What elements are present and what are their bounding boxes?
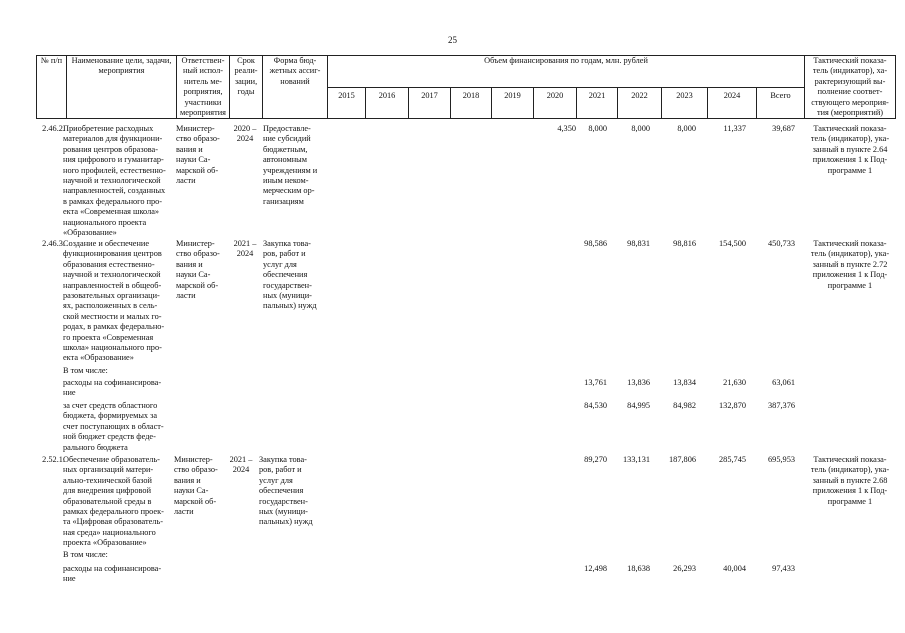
year-label: 2019 bbox=[504, 91, 521, 100]
header-year-2022 bbox=[617, 87, 662, 119]
value-total: 387,376 bbox=[768, 401, 795, 410]
value-2021: 98,586 bbox=[584, 239, 607, 248]
year-label: 2023 bbox=[676, 91, 693, 100]
value-total: 63,061 bbox=[772, 378, 795, 387]
header-year-2015 bbox=[327, 87, 366, 119]
row-number: 2.52.1. bbox=[42, 455, 65, 464]
row-form: Закупка това- ров, работ и услуг для обеспечения государствен- ных (муници- пальных) нужд bbox=[259, 455, 313, 527]
header-year-2016 bbox=[365, 87, 409, 119]
value-2022: 8,000 bbox=[631, 124, 650, 133]
header-year-2023 bbox=[661, 87, 708, 119]
year-label: 2017 bbox=[421, 91, 438, 100]
row-indicator: Тактический показа- тель (индикатор), ука- занный в пункте 2.72 приложения 1 к Под- программе 1 bbox=[810, 239, 890, 290]
row-number: 2.46.2. bbox=[42, 124, 65, 133]
subrow-label: за счет средств областного бюджета, формируемых за счет поступающих в област- ной бюджет средств феде- рального бюджета bbox=[63, 401, 164, 452]
header-total bbox=[756, 87, 805, 119]
year-label: 2022 bbox=[631, 91, 648, 100]
row-name: Обеспечение образователь- ных организаций матери- ально-технической базой для внедрения цифровой образовательной среды в рамках федерального проек- та «Цифровая образователь- ная среда» национального проекта «Образование» bbox=[63, 455, 164, 548]
value-2020: 4,350 bbox=[557, 124, 576, 133]
header-indicator bbox=[804, 55, 896, 119]
row-term: 2021 – 2024 bbox=[233, 239, 257, 259]
value-2021: 8,000 bbox=[588, 124, 607, 133]
subrow-label: расходы на софинансирова- ние bbox=[63, 564, 162, 584]
value-2023: 8,000 bbox=[677, 124, 696, 133]
row-responsible: Министер- ство образо- вания и науки Са- марской об- ласти bbox=[174, 455, 218, 517]
header-term bbox=[229, 55, 263, 119]
header-year-2017 bbox=[408, 87, 451, 119]
value-2024: 40,004 bbox=[723, 564, 746, 573]
header-num bbox=[36, 55, 67, 119]
value-2024: 285,745 bbox=[719, 455, 746, 464]
value-2021: 13,761 bbox=[584, 378, 607, 387]
value-2023: 187,806 bbox=[669, 455, 696, 464]
row-term: 2020 – 2024 bbox=[233, 124, 257, 144]
total-label: Всего bbox=[770, 91, 791, 100]
value-total: 39,687 bbox=[772, 124, 795, 133]
value-2024: 11,337 bbox=[723, 124, 746, 133]
row-indicator: Тактический показа- тель (индикатор), ука- занный в пункте 2.64 приложения 1 к Под- программе 1 bbox=[810, 124, 890, 175]
year-label: 2015 bbox=[338, 91, 355, 100]
value-2021: 12,498 bbox=[584, 564, 607, 573]
subrow-label: В том числе: bbox=[63, 366, 108, 375]
subrow-label: расходы на софинансирова- ние bbox=[63, 378, 162, 398]
value-2023: 13,834 bbox=[673, 378, 696, 387]
row-responsible: Министер- ство образо- вания и науки Са- марской об- ласти bbox=[176, 239, 220, 301]
header-funding-text: Объем финансирования по годам, млн. рублей bbox=[484, 56, 648, 65]
value-2021: 84,530 bbox=[584, 401, 607, 410]
value-2022: 13,836 bbox=[627, 378, 650, 387]
row-name: Создание и обеспечение функционирования центров образования естественно- научной и технологической направленностей в общеоб- разовательных организаци- ях, расположенных в сель- ской местности и малых го- родах, в рамках федерально- го проекта «Современная школа» национального про- екта «Образование» bbox=[63, 239, 165, 363]
row-number: 2.46.3. bbox=[42, 239, 65, 248]
year-label: 2016 bbox=[378, 91, 396, 100]
header-form bbox=[262, 55, 328, 119]
year-label: 2024 bbox=[723, 91, 741, 100]
year-label: 2020 bbox=[546, 91, 564, 100]
value-total: 97,433 bbox=[772, 564, 795, 573]
header-responsible bbox=[176, 55, 230, 119]
row-form: Закупка това- ров, работ и услуг для обеспечения государствен- ных (муници- пальных) нужд bbox=[263, 239, 317, 311]
value-2024: 132,870 bbox=[719, 401, 746, 410]
value-2023: 98,816 bbox=[673, 239, 696, 248]
value-2021: 89,270 bbox=[584, 455, 607, 464]
row-name: Приобретение расходных материалов для функциони- рования центров образова- ния цифрового и гуманитар- ного профилей, естественно- научной и технологической направленностей, созданных в рамках федерального про- екта «Современная школа» национального проекта «Образование» bbox=[63, 124, 166, 238]
header-year-2021 bbox=[576, 87, 618, 119]
value-2023: 84,982 bbox=[673, 401, 696, 410]
value-2023: 26,293 bbox=[673, 564, 696, 573]
subrow-label: В том числе: bbox=[63, 550, 108, 559]
header-name-text: Наименование цели, задачи, мероприятия bbox=[71, 56, 172, 76]
header-form-text: Форма бюд- жетных ассиг- нований bbox=[269, 56, 321, 86]
header-indicator-text: Тактический показа- тель (индикатор), ха- рактеризующий вы- полнение соответ- ствующего мероприя- тия (мероприятий) bbox=[811, 56, 889, 118]
header-year-2019 bbox=[491, 87, 534, 119]
year-label: 2021 bbox=[588, 91, 606, 100]
row-responsible: Министер- ство образо- вания и науки Са- марской об- ласти bbox=[176, 124, 220, 186]
value-2022: 133,131 bbox=[623, 455, 650, 464]
header-funding bbox=[327, 55, 805, 88]
value-2022: 84,995 bbox=[627, 401, 650, 410]
value-2024: 154,500 bbox=[719, 239, 746, 248]
header-responsible-text: Ответствен- ный испол- нитель ме- роприятия, участники мероприятия bbox=[180, 56, 226, 118]
header-name bbox=[66, 55, 177, 119]
value-total: 450,733 bbox=[768, 239, 795, 248]
value-2022: 18,638 bbox=[627, 564, 650, 573]
value-total: 695,953 bbox=[768, 455, 795, 464]
header-term-text: Срок реали- зации, годы bbox=[234, 56, 258, 97]
year-label: 2018 bbox=[462, 91, 480, 100]
value-2024: 21,630 bbox=[723, 378, 746, 387]
header-year-2024 bbox=[707, 87, 757, 119]
header-num-text: № п/п bbox=[40, 56, 63, 65]
row-indicator: Тактический показа- тель (индикатор), ука- занный в пункте 2.68 приложения 1 к Под- программе 1 bbox=[810, 455, 890, 506]
value-2022: 98,831 bbox=[627, 239, 650, 248]
header-year-2020 bbox=[533, 87, 577, 119]
page-number: 25 bbox=[448, 35, 457, 45]
header-year-2018 bbox=[450, 87, 492, 119]
row-form: Предоставле- ние субсидий бюджетным, автономным учреждениям и иным неком- мерческим ор- ганизациям bbox=[263, 124, 318, 206]
row-term: 2021 – 2024 bbox=[229, 455, 253, 475]
